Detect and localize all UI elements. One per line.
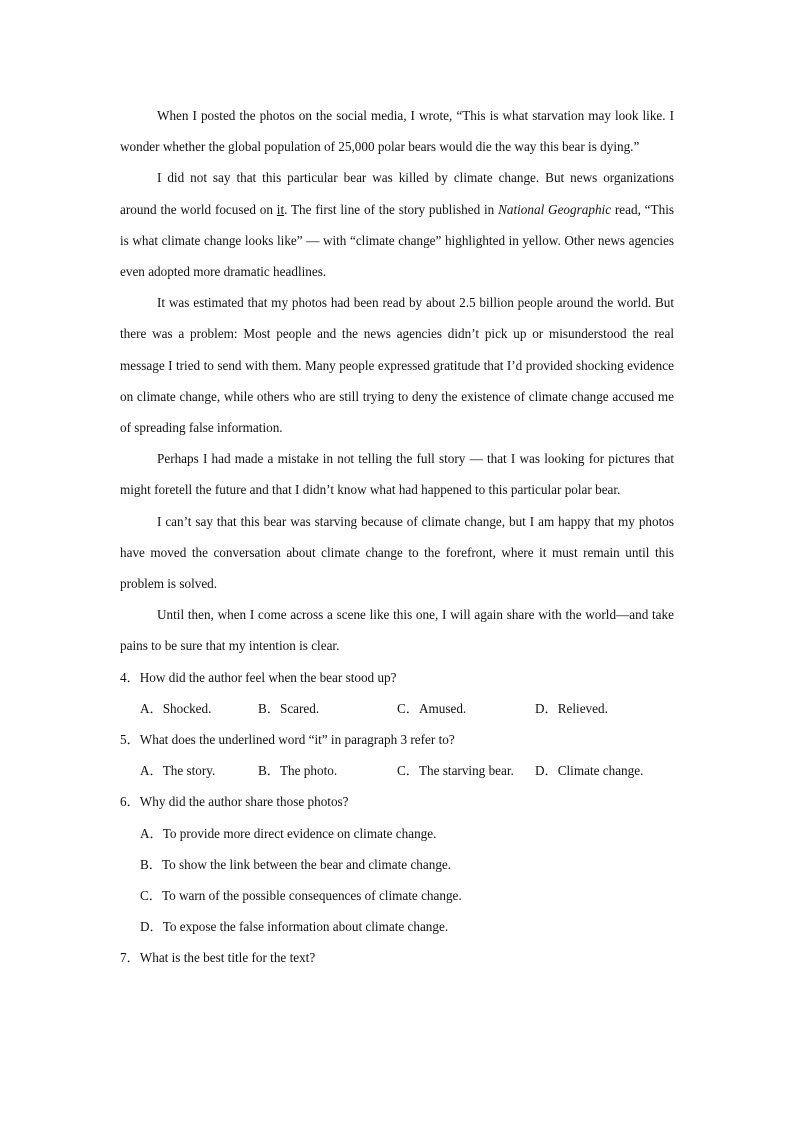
question-5-option-d[interactable]: D．Climate change.: [535, 763, 644, 779]
publication-name: National Geographic: [498, 201, 612, 217]
paragraph-2-text-b: . The first line of the story published in: [284, 201, 499, 217]
question-6-option-b[interactable]: B．To show the link between the bear and climate change.: [140, 856, 452, 872]
question-4-option-b[interactable]: B．Scared.: [258, 700, 320, 716]
question-4-option-a[interactable]: A．Shocked.: [140, 700, 212, 716]
paragraph-6: Until then, when I come across a scene like this one, I will again share with the world—and take pains to be sure that my intention is clear.: [120, 607, 674, 654]
paragraph-2: [120, 162, 674, 287]
question-4-option-d[interactable]: D．Relieved.: [535, 700, 608, 716]
question-4-option-c[interactable]: C．Amused.: [397, 700, 467, 716]
question-7-stem: 7．What is the best title for the text?: [120, 950, 316, 966]
question-5-option-b[interactable]: B．The photo.: [258, 763, 338, 779]
document-page: [120, 100, 674, 974]
question-5-options: [120, 755, 674, 786]
paragraph-4: Perhaps I had made a mistake in not telling the full story — that I was looking for pictures that might foretell the future and that I didn’t know what had happened to this particular polar bear.: [120, 451, 674, 498]
question-4-stem: 4．How did the author feel when the bear stood up?: [120, 669, 397, 685]
paragraph-1: When I posted the photos on the social media, I wrote, “This is what starvation may look like. I wonder whether the global population of 25,000 polar bears would die the way this bear is dying.”: [120, 108, 674, 155]
question-6-option-d[interactable]: D．To expose the false information about climate change.: [140, 919, 449, 935]
paragraph-2-text-a: I did not say that this particular bear was killed by climate change. But news organizations around the world focused on: [120, 170, 674, 217]
question-5-option-c[interactable]: C．The starving bear.: [397, 763, 514, 779]
question-6-stem: 6．Why did the author share those photos?: [120, 794, 349, 810]
question-5-option-a[interactable]: A．The story.: [140, 763, 216, 779]
paragraph-5: I can’t say that this bear was starving because of climate change, but I am happy that my photos have moved the conversation about climate change to the forefront, where it must remain until this problem is solved.: [120, 513, 674, 592]
question-4-options: [120, 693, 674, 724]
paragraph-3: It was estimated that my photos had been read by about 2.5 billion people around the world. But there was a problem: Most people and the news agencies didn’t pick up or misunderstood the real message I tried to send with them. Many people expressed gratitude that I’d provided shocking evidence on climate change, while others who are still trying to deny the existence of climate change accused me of spreading false information.: [120, 295, 674, 436]
question-5-stem: 5．What does the underlined word “it” in paragraph 3 refer to?: [120, 732, 455, 748]
question-6-option-a[interactable]: A．To provide more direct evidence on climate change.: [140, 825, 437, 841]
question-6-option-c[interactable]: C．To warn of the possible consequences of climate change.: [140, 888, 462, 904]
paragraph-2-text-c: read, “This is what climate change looks like” — with “climate change” highlighted in yellow. Other news agencies even adopted more dramatic headlines.: [120, 201, 674, 280]
underlined-word-it: it: [276, 201, 285, 217]
